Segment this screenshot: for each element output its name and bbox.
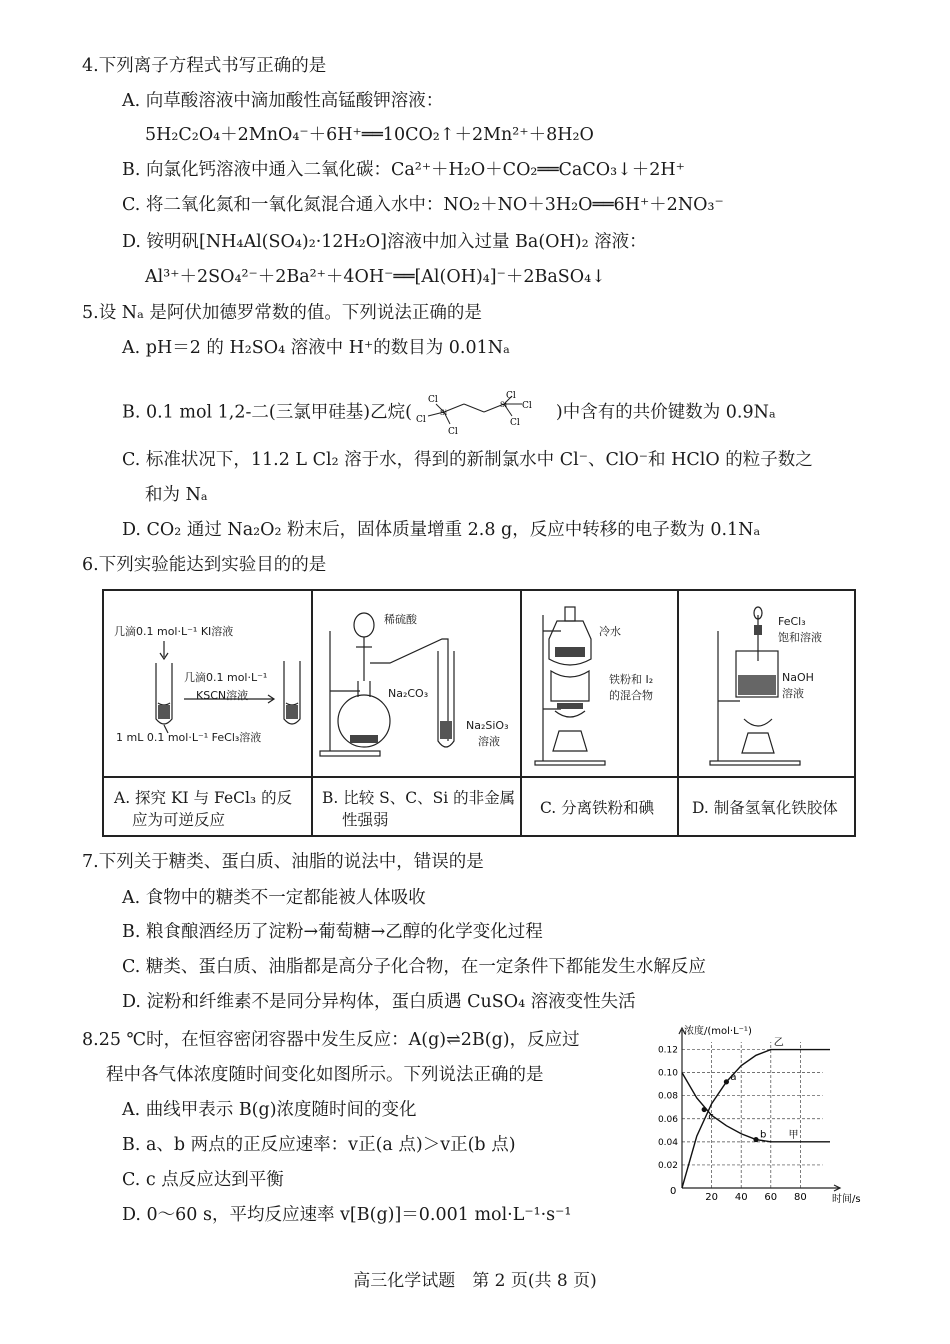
chart-x-tick: 80: [794, 1192, 807, 1203]
generator-apparatus-icon: [312, 591, 520, 776]
chart-x-label: 时间/s: [832, 1194, 861, 1205]
q5-option-d: D. CO₂ 通过 Na₂O₂ 粉末后，固体质量增重 2.8 g，反应中转移的电子数为 0.1Nₐ: [122, 520, 761, 540]
chart-y-tick: 0.02: [657, 1160, 678, 1171]
panel-c-water-label: 冷水: [599, 625, 621, 638]
chart-point-label: c: [708, 1111, 714, 1123]
panel-d-fecl3-label1: FeCl₃: [778, 615, 806, 628]
chart-point-label: a: [730, 1071, 737, 1083]
chart-y-tick: 0.06: [657, 1114, 678, 1125]
panel-a-caption-line1: A. 探究 KI 与 FeCl₃ 的反: [114, 789, 293, 807]
panel-c-caption: C. 分离铁粉和碘: [540, 799, 655, 817]
cl-label: Cl: [509, 418, 520, 428]
panel-a-diagram: [104, 591, 311, 776]
panel-c-mix-label2: 的混合物: [609, 689, 653, 702]
chart-point-label: b: [760, 1129, 767, 1141]
q7-option-c: C. 糖类、蛋白质、油脂都是高分子化合物，在一定条件下都能发生水解反应: [122, 957, 706, 977]
panel-a-mid-label1: 几滴0.1 mol·L⁻¹: [184, 671, 268, 684]
panel-a-mid-label2: KSCN溶液: [196, 689, 249, 702]
q4-option-c: C. 将二氧化氮和一氧化氮混合通入水中：NO₂＋NO＋3H₂O══6H⁺＋2NO₃⁻: [122, 195, 724, 215]
si-label: Si: [499, 401, 507, 409]
panel-c-mix-label1: 铁粉和 I₂: [609, 673, 654, 686]
chart-y-tick: 0.12: [657, 1045, 678, 1056]
q7-option-a: A. 食物中的糖类不一定都能被人体吸收: [122, 888, 426, 908]
panel-b-solution-label: 溶液: [478, 735, 500, 748]
silane-structure: [414, 390, 554, 436]
panel-d-diagram: [678, 591, 854, 776]
si-label: Si: [439, 409, 447, 417]
colloid-apparatus-icon: [678, 591, 854, 776]
q8-option-c: C. c 点反应达到平衡: [122, 1170, 284, 1190]
q7-option-b: B. 粮食酿酒经历了淀粉→葡萄糖→乙醇的化学变化过程: [122, 922, 543, 942]
panel-a-bottom-label: 1 mL 0.1 mol·L⁻¹ FeCl₃溶液: [116, 731, 262, 744]
panel-d-fecl3-label2: 饱和溶液: [778, 631, 822, 644]
q5-option-c-line1: C. 标准状况下，11.2 L Cl₂ 溶于水，得到的新制氯水中 Cl⁻、ClO⁻和 HClO 的粒子数之: [122, 450, 813, 470]
chart-series-label: 甲: [788, 1129, 799, 1141]
chart-point: [753, 1137, 758, 1142]
panel-d-naoh-label1: NaOH: [782, 671, 814, 684]
chart-origin-label: 0: [670, 1186, 677, 1197]
chart-point: [702, 1107, 707, 1112]
panel-b-diagram: [312, 591, 520, 776]
q5-option-b: [122, 390, 776, 436]
panel-d-caption: D. 制备氢氧化铁胶体: [692, 799, 838, 817]
panel-d-naoh-label2: 溶液: [782, 687, 804, 700]
q7-title: 7.下列关于糖类、蛋白质、油脂的说法中，错误的是: [82, 852, 484, 872]
q5-option-c-line2: 和为 Nₐ: [145, 485, 208, 505]
panel-b-caption-line1: B. 比较 S、C、Si 的非金属: [322, 789, 516, 807]
q5-option-a: A. pH＝2 的 H₂SO₄ 溶液中 H⁺的数目为 0.01Nₐ: [122, 338, 510, 358]
concentration-chart: [640, 1024, 880, 1234]
chart-y-tick: 0.08: [657, 1091, 678, 1102]
cl-label: Cl: [427, 395, 438, 405]
chart-x-tick: 60: [764, 1192, 778, 1203]
sublimation-apparatus-icon: [521, 591, 677, 776]
chart-y-label: 浓度/(mol·L⁻¹): [684, 1026, 752, 1037]
page-footer: 高三化学试题 第 2 页(共 8 页): [353, 1271, 597, 1291]
q5-option-b-post: )中含有的共价键数为 0.9Nₐ: [555, 402, 776, 423]
q8-option-a: A. 曲线甲表示 B(g)浓度随时间的变化: [122, 1100, 417, 1120]
panel-b-na2sio3-label: Na₂SiO₃: [466, 719, 509, 732]
q4-option-b: B. 向氯化钙溶液中通入二氧化碳：Ca²⁺＋H₂O＋CO₂══CaCO₃↓＋2H⁺: [122, 160, 685, 180]
q8-option-d: D. 0～60 s，平均反应速率 v[B(g)]＝0.001 mol·L⁻¹·s⁻¹: [122, 1205, 572, 1225]
chart-point: [724, 1079, 729, 1084]
chart-x-tick: 40: [734, 1192, 748, 1203]
q8-option-b: B. a、b 两点的正反应速率：v正(a 点)＞v正(b 点): [122, 1135, 516, 1155]
q8-title-line2: 程中各气体浓度随时间变化如图所示。下列说法正确的是: [106, 1065, 544, 1085]
chart-series-label: 乙: [773, 1037, 784, 1049]
test-tubes-icon: [104, 591, 311, 776]
panel-a-top-label: 几滴0.1 mol·L⁻¹ KI溶液: [114, 625, 234, 638]
q7-option-d: D. 淀粉和纤维素不是同分异构体，蛋白质遇 CuSO₄ 溶液变性失活: [122, 992, 636, 1012]
panel-b-acid-label: 稀硫酸: [384, 613, 417, 626]
q4-option-a-equation: 5H₂C₂O₄＋2MnO₄⁻＋6H⁺══10CO₂↑＋2Mn²⁺＋8H₂O: [145, 125, 594, 145]
q5-title: 5.设 Nₐ 是阿伏加德罗常数的值。下列说法正确的是: [82, 303, 482, 323]
cl-label: Cl: [521, 401, 532, 411]
panel-a-caption-line2: 应为可逆反应: [132, 811, 226, 829]
panel-c-diagram: [521, 591, 677, 776]
cl-label: Cl: [505, 391, 516, 401]
chart-x-tick: 20: [705, 1192, 718, 1203]
q6-experiment-table: [102, 589, 856, 837]
cl-label: Cl: [447, 427, 458, 436]
q6-title: 6.下列实验能达到实验目的的是: [82, 555, 327, 575]
chart-y-tick: 0.10: [657, 1068, 678, 1079]
chart-y-tick: 0.04: [657, 1137, 678, 1148]
q4-option-d-equation: Al³⁺＋2SO₄²⁻＋2Ba²⁺＋4OH⁻══[Al(OH)₄]⁻＋2BaSO₄↓: [145, 267, 606, 287]
q4-option-a: A. 向草酸溶液中滴加酸性高锰酸钾溶液：: [122, 91, 444, 111]
q4-title: 4.下列离子方程式书写正确的是: [82, 56, 327, 76]
panel-b-na2co3-label: Na₂CO₃: [388, 687, 429, 700]
q4-option-d: D. 铵明矾[NH₄Al(SO₄)₂·12H₂O]溶液中加入过量 Ba(OH)₂ 溶液：: [122, 232, 647, 252]
panel-b-caption-line2: 性强弱: [342, 811, 389, 829]
q5-option-b-pre: B. 0.1 mol 1,2-二(三氯甲硅基)乙烷(: [122, 402, 412, 423]
q8-title-line1: 8.25 ℃时，在恒容密闭容器中发生反应：A(g)⇌2B(g)，反应过: [82, 1030, 580, 1050]
cl-label: Cl: [415, 415, 426, 425]
